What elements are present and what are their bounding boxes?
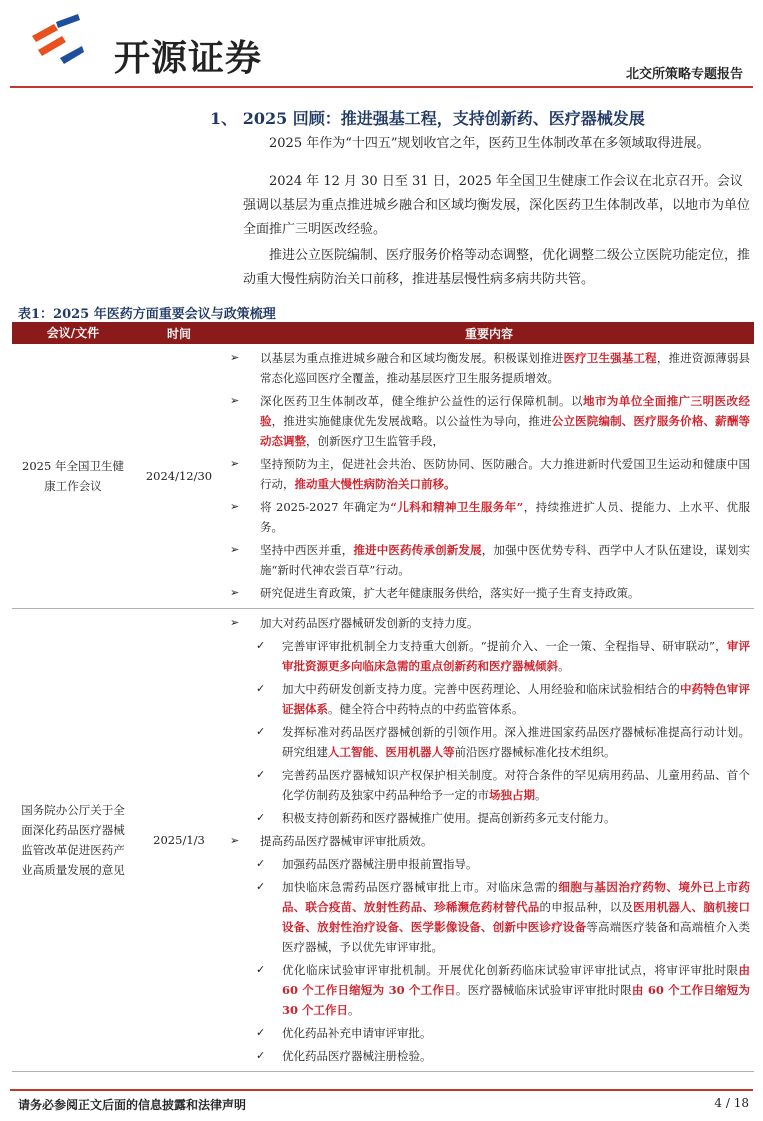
arrow-bullet-icon: ➢ (230, 616, 240, 629)
highlight-text: 医疗卫生强基工程 (563, 351, 657, 365)
body-text: 将 2025-2027 年确定为 (260, 500, 391, 514)
item-text (260, 391, 750, 451)
section-title: 1、 2025 回顾：推进强基工程，支持创新药、医疗器械发展 (210, 109, 645, 128)
check-bullet-icon: ✓ (256, 963, 266, 976)
content-cell (224, 609, 754, 1072)
header-content: 重要内容 (224, 322, 754, 344)
list-item (230, 854, 750, 874)
check-bullet-icon: ✓ (256, 768, 266, 781)
item-text (260, 583, 750, 603)
item-text (260, 540, 750, 580)
check-bullet-icon: ✓ (256, 725, 266, 738)
item-text (282, 722, 750, 762)
body-text: 坚持预防为主，促进社会共治、医防协同、医防融合。大力推进新时代爱国卫生运动和健康中国行动， (260, 457, 750, 491)
date-cell: 2025/1/3 (134, 609, 224, 1072)
check-bullet-icon: ✓ (256, 880, 266, 893)
arrow-bullet-icon: ➢ (230, 394, 240, 407)
arrow-bullet-icon: ➢ (230, 351, 240, 364)
item-text (260, 348, 750, 388)
list-item (230, 583, 750, 603)
list-item (230, 960, 750, 1020)
body-text: 深化医药卫生体制改革，健全维护公益性的运行保障机制。以 (260, 394, 583, 408)
item-text (260, 497, 750, 537)
item-text (282, 765, 750, 805)
paragraph-3: 推进公立医院编制、医疗服务价格等动态调整，优化调整二级公立医院功能定位，推动重大慢性病防治关口前移，推进基层慢性病多病共防共管。 (243, 248, 751, 287)
page-number: 4 / 18 (714, 1096, 749, 1110)
body-text: ，推进实施健康优先发展战略。以公益性为导向，推进 (271, 414, 552, 428)
body-text: 坚持中西医并重， (260, 543, 354, 557)
body-text: 等高端医疗装备和高端植介入类医疗器械，予以优先审评审批。 (282, 920, 751, 954)
list-item (230, 391, 750, 451)
body-text: ，推进资源薄弱县常态化巡回医疗全覆盖，推动基层医疗卫生服务提质增效。 (260, 351, 751, 385)
highlight-text: 医用机器人、脑机接口设备、放射性治疗设备、医学影像设备、创新中医诊疗设备 (282, 900, 751, 934)
item-text (260, 454, 750, 494)
body-text: 加快临床急需药品医疗器械审批上市。对临床急需的 (282, 880, 559, 894)
body-text: 加大中药研发创新支持力度。完善中医药理论、人用经验和临床试验相结合的 (282, 682, 680, 696)
page-header (0, 0, 763, 92)
paragraph-2: 2024 年 12 月 30 日至 31 日，2025 年全国卫生健康工作会议在北京召开。会议强调以基层为重点推进城乡融合和区域均衡发展，深化医药卫生体制改革，以地市为单位全面推广三明医改经验。 (243, 174, 751, 237)
body-text: 完善审评审批机制全力支持重大创新。“提前介入、一企一策、全程指导、研审联动”， (282, 639, 727, 653)
check-bullet-icon: ✓ (256, 1026, 266, 1039)
list-item (230, 540, 750, 580)
list-item (230, 497, 750, 537)
table-row (12, 609, 754, 1072)
list-item (230, 1046, 750, 1066)
item-text (260, 831, 750, 851)
arrow-bullet-icon: ➢ (230, 834, 240, 847)
list-item (230, 722, 750, 762)
header-meeting: 会议/文件 (12, 322, 134, 344)
body-text: ，加强中医优势专科、西学中人才队伍建设，谋划实施“新时代神农尝百草”行动。 (260, 543, 751, 577)
highlight-text: 细胞与基因治疗药物、境外已上市药品、联合疫苗、放射性药品、珍稀濒危药材替代品 (282, 880, 751, 914)
body-text: 的申报品种，以及 (539, 900, 634, 914)
highlight-text: 推进中医药传承创新发展 (353, 543, 482, 557)
body-text: 加大对药品医疗器械研发创新的支持力度。 (260, 616, 479, 630)
list-item (230, 636, 750, 676)
item-text (282, 679, 750, 719)
highlight-text: 地市为单位全面推广三明医改经验 (260, 394, 750, 428)
item-text (282, 1046, 750, 1066)
body-text: 。健全符合中药特点的中药监管体系。 (328, 702, 524, 716)
highlight-text: 公立医院编制、医疗服务价格、薪酬等动态调整 (260, 414, 751, 448)
report-type: 北交所策略专题报告 (625, 67, 743, 82)
disclaimer: 请务必参阅正文后面的信息披露和法律声明 (18, 1098, 247, 1112)
item-text (260, 613, 750, 633)
table-row (12, 344, 754, 609)
body-text: ，创新医疗卫生监管手段， (306, 434, 444, 448)
highlight-text: “儿科和精神卫生服务年” (390, 500, 524, 514)
body-text: 以基层为重点推进城乡融合和区域均衡发展。积极谋划推进 (260, 351, 564, 365)
list-item (230, 831, 750, 851)
body-text: ，持续推进扩人员、提能力、上水平、优服务。 (260, 500, 750, 534)
highlight-text: 场独占期 (489, 788, 535, 802)
list-item (230, 348, 750, 388)
highlight-text: 审评审批资源更多向临床急需的重点创新药和医疗器械倾斜 (282, 639, 750, 673)
body-text: 积极支持创新药和医疗器械推广使用。提高创新药多元支付能力。 (282, 811, 616, 825)
arrow-bullet-icon: ➢ (230, 500, 240, 513)
list-item (230, 679, 750, 719)
body-text: 。医疗器械临床试验审评审批时限 (455, 983, 632, 997)
table-header-row (12, 322, 754, 344)
highlight-text: 人工智能、医用机器人等 (328, 745, 455, 759)
check-bullet-icon: ✓ (256, 857, 266, 870)
body-text: 提高药品医疗器械审评审批质效。 (260, 834, 433, 848)
body-text: 。 (348, 1003, 360, 1017)
list-item (230, 454, 750, 494)
item-text (282, 808, 750, 828)
arrow-bullet-icon: ➢ (230, 543, 240, 556)
list-item (230, 808, 750, 828)
list-item (230, 1023, 750, 1043)
body-text: 优化临床试验审评审批机制。开展优化创新药临床试验审评审批试点，将审评审批时限 (282, 963, 739, 977)
body-text: 前沿医疗器械标准化技术组织。 (454, 745, 616, 759)
item-text (282, 636, 750, 676)
body-text: 研究促进生育政策，扩大老年健康服务供给，落实好一揽子生育支持政策。 (260, 586, 640, 600)
brand-name: 开源证券 (114, 38, 263, 79)
list-item (230, 613, 750, 633)
header-date: 时间 (134, 322, 224, 344)
highlight-text: 由 60 个工作日缩短为 30 个工作日 (282, 963, 750, 997)
content-cell (224, 344, 754, 609)
date-cell: 2024/12/30 (134, 344, 224, 609)
check-bullet-icon: ✓ (256, 1049, 266, 1062)
table-title: 表1：2025 年医药方面重要会议与政策梳理 (18, 307, 276, 322)
body-text: 。 (558, 659, 570, 673)
body-text: 优化药品补充申请审评审批。 (282, 1026, 432, 1040)
item-text (282, 877, 750, 957)
body-text: 完善药品医疗器械知识产权保护相关制度。对符合条件的罕见病用药品、儿童用药品、首个化学仿制药及独家中药品种给予一定的市 (282, 768, 750, 802)
item-text (282, 854, 750, 874)
arrow-bullet-icon: ➢ (230, 586, 240, 599)
check-bullet-icon: ✓ (256, 682, 266, 695)
meeting-cell: 2025 年全国卫生健康工作会议 (12, 344, 134, 609)
policy-table (12, 322, 754, 1072)
highlight-text: 由 60 个工作日缩短为 30 个工作日 (282, 983, 751, 1017)
brand-logo (28, 14, 288, 79)
item-text (282, 1023, 750, 1043)
body-text: 。 (535, 788, 547, 802)
check-bullet-icon: ✓ (256, 811, 266, 824)
paragraph-1: 2025 年作为“十四五”规划收官之年，医药卫生体制改革在多领域取得进展。 (269, 136, 710, 151)
table-body (12, 344, 754, 1072)
footer-divider (10, 1089, 753, 1091)
header-divider (10, 86, 753, 88)
arrow-bullet-icon: ➢ (230, 457, 240, 470)
body-text: 优化药品医疗器械注册检验。 (282, 1049, 432, 1063)
list-item (230, 765, 750, 805)
body-text: 加强药品医疗器械注册申报前置指导。 (282, 857, 478, 871)
body-text: 发挥标准对药品医疗器械创新的引领作用。深入推进国家药品医疗器械标准提高行动计划。研究组建 (282, 725, 750, 759)
highlight-text: 中药特色审评证据体系 (282, 682, 751, 716)
highlight-text: 推动重大慢性病防治关口前移。 (294, 477, 456, 491)
list-item (230, 877, 750, 957)
logo-mark-icon (28, 14, 88, 64)
check-bullet-icon: ✓ (256, 639, 266, 652)
meeting-cell: 国务院办公厅关于全面深化药品医疗器械监管改革促进医药产业高质量发展的意见 (12, 609, 134, 1072)
item-text (282, 960, 750, 1020)
